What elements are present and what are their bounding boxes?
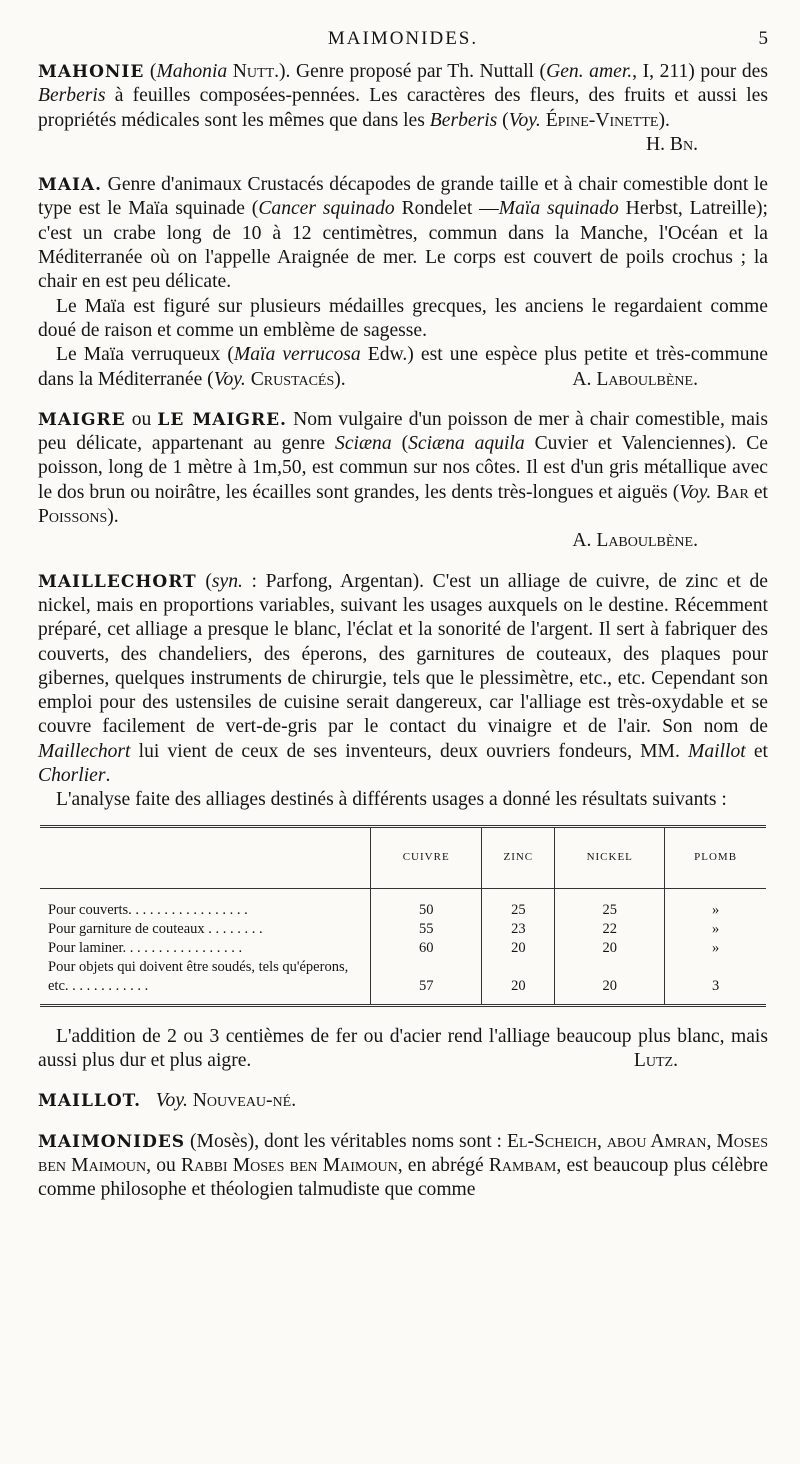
cross-reference: Poissons (38, 506, 108, 528)
running-title: MAIMONIDES. (327, 28, 479, 49)
table-cell: 23 (482, 920, 555, 939)
table-cell: 3 (665, 958, 766, 1006)
entry-maigre (38, 408, 768, 554)
row-label: Pour garniture de couteaux . . . . . . . . (48, 920, 263, 937)
column-header: NICKEL (555, 826, 665, 888)
entry-text: MAILLOT. Voy. Nouveau-né. (38, 1090, 297, 1112)
table-cell: » (665, 888, 766, 920)
table-header-empty (40, 826, 371, 888)
entry-maillechort (38, 570, 768, 1074)
table-row (40, 888, 766, 920)
table-cell: 22 (555, 920, 665, 939)
entry-text: MAIMONIDES (Mosès), dont les véritables noms sont : El-Scheich, abou Amran, Moses ben Maimoun, ou Rabbi Moses ben Maimoun, en abrégé Rambam, est beaucoup plus célèbre comme philosophe et théologien talmudiste que comme (38, 1130, 769, 1201)
headword: MAIA. (38, 175, 103, 196)
entry-text: MAIGRE ou LE MAIGRE. Nom vulgaire d'un poisson de mer à chair comestible, mais peu délicate, appartenant au genre Sciæna (Sciæna aquila Cuvier et Valenciennes). Ce poisson, long de 1 mètre à 1m,50, est commun sur nos côtes. Il est d'un gris métallique avec le dos brun ou noirâtre, les écailles sont grandes, les dents très-longues et aiguës (Voy. Bar et Poissons). (38, 408, 768, 528)
author-signature: A. Laboulbène. (572, 368, 698, 390)
entry-text: MAIA. Genre d'animaux Crustacés décapodes de grande taille et à chair comestible dont le type est le Maïa squinade (Cancer squinado Rondelet —Maïa squinado Herbst, Latreille); c'est un crabe long de 10 à 12 centimètres, commun dans la Manche, l'Océan et la Méditerranée où on l'appelle Araignée de mer. Le corps est couvert de poils crochus ; la chair en est peu délicate. (38, 174, 768, 293)
entry-mahonie (38, 60, 768, 157)
entry-paragraph: Le Maïa verruqueux (Maïa verrucosa Edw.) est une espèce plus petite et très-commune dans la Méditerranée (Voy. Crustacés). A. Laboulbène. (38, 343, 768, 392)
row-label: Pour objets qui doivent être soudés, tels qu'éperons, etc. . . . . . . . . . . . (48, 958, 349, 994)
table-cell: 57 (371, 958, 482, 1006)
entry-maia (38, 173, 768, 392)
headword: MAIMONIDES (38, 1131, 186, 1152)
table-header-row (40, 826, 766, 888)
table-cell: » (665, 920, 766, 939)
entry-maillot (38, 1089, 768, 1113)
page-number: 5 (758, 28, 768, 49)
cross-reference: Nouveau-né. (192, 1090, 297, 1112)
dictionary-body (38, 60, 768, 1218)
table-cell: 25 (482, 888, 555, 920)
table-cell: 25 (555, 888, 665, 920)
entry-paragraph: L'addition de 2 ou 3 centièmes de fer ou d'acier rend l'alliage beaucoup plus blanc, mais aussi plus dur et plus aigre. Lutz. (38, 1025, 768, 1074)
table-cell: 60 (371, 939, 482, 958)
table-cell: 50 (371, 888, 482, 920)
entry-paragraph: L'analyse faite des alliages destinés à différents usages a donné les résultats suivants : (56, 789, 727, 811)
cross-reference: Crustacés (250, 368, 335, 390)
headword: MAIGRE (38, 409, 126, 430)
author-signature: Lutz. (633, 1049, 678, 1071)
column-header: ZINC (482, 826, 555, 888)
table-cell: 20 (555, 958, 665, 1006)
table-cell: 20 (482, 958, 555, 1006)
headword: MAHONIE (38, 62, 145, 82)
table-row (40, 920, 766, 939)
running-header (38, 28, 768, 56)
entry-text: MAHONIE (Mahonia Nutt.). Genre proposé par Th. Nuttall (Gen. amer., I, 211) pour des Berberis à feuilles composées-pennées. Les caractères des fleurs, des fruits et aussi les propriétés médicales sont les mêmes que dans les Berberis (Voy. Épine-Vinette). (38, 61, 768, 131)
cross-reference: Épine-Vinette (545, 109, 659, 131)
column-header: CUIVRE (371, 826, 482, 888)
author-signature: H. Bn. (645, 133, 698, 155)
entry-maimonides (38, 1130, 768, 1203)
table-cell: 20 (555, 939, 665, 958)
headword: MAILLOT. (38, 1091, 142, 1112)
alloy-composition-table (40, 825, 766, 1007)
row-label: Pour laminer. . . . . . . . . . . . . . . . . (48, 939, 243, 956)
column-header: PLOMB (665, 826, 766, 888)
table-cell: 55 (371, 920, 482, 939)
headword-alt: LE MAIGRE. (157, 409, 287, 430)
entry-text: MAILLECHORT (syn. : Parfong, Argentan). C'est un alliage de cuivre, de zinc et de nickel, mais en proportions variables, suivant les usages auxquels on le destine. Récemment préparé, cet alliage a presque le blanc, l'éclat et la sonorité de l'argent. Il sert à fabriquer des couverts, des chandeliers, des éperons, des garnitures de couteaux, des plaques pour gibernes, quelques instruments de chirurgie, tels que le plessimètre, etc., etc. Cependant son emploi pour des ustensiles de cuisine serait dangereux, car l'alliage est très-oxydable et se couvre facilement de vert-de-gris par le contact du vinaigre et de l'air. Son nom de Maillechort lui vient de ceux de ses inventeurs, deux ouvriers fondeurs, MM. Maillot et Chorlier. (38, 570, 769, 787)
entry-paragraph: Le Maïa est figuré sur plusieurs médailles grecques, les anciens le regardaient comme doué de raison et comme un emblème de sagesse. (38, 295, 768, 341)
row-label: Pour couverts. . . . . . . . . . . . . . . . . (48, 901, 248, 918)
table-row (40, 939, 766, 958)
cross-reference: Bar (716, 481, 749, 503)
table-row (40, 958, 766, 1006)
table-cell: » (665, 939, 766, 958)
headword: MAILLECHORT (38, 571, 197, 592)
table-cell: 20 (482, 939, 555, 958)
author-signature: A. Laboulbène. (572, 530, 698, 552)
